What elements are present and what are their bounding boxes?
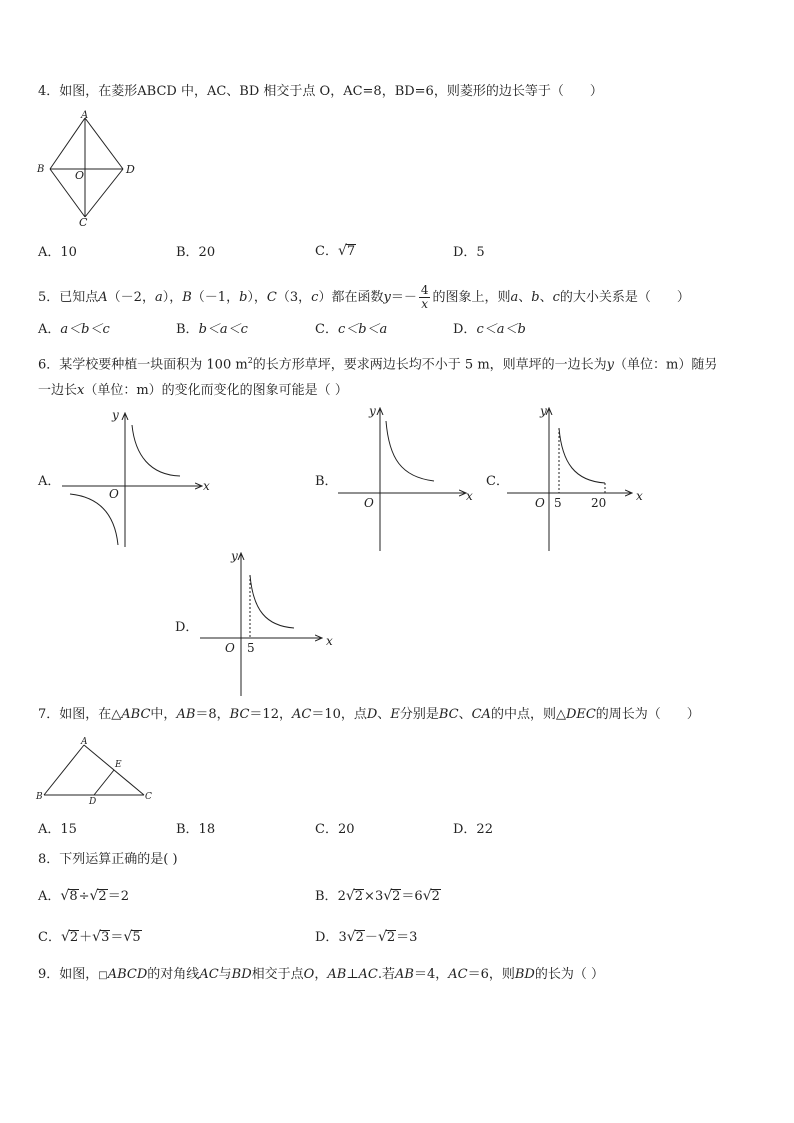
q6-graph-b bbox=[336, 403, 486, 553]
q4-label-c: C bbox=[79, 216, 88, 229]
q8-option-c[interactable]: C．√2＋√3＝√5 bbox=[38, 929, 141, 945]
q6-option-b[interactable]: B． bbox=[315, 474, 338, 489]
q4-option-c-prefix: C． bbox=[315, 244, 338, 259]
svg-text:A: A bbox=[81, 737, 88, 747]
svg-text:O: O bbox=[364, 496, 374, 510]
q7-triangle-figure bbox=[36, 735, 166, 810]
q4-option-d[interactable]: D．5 bbox=[453, 245, 485, 260]
q6-graph-c bbox=[505, 403, 655, 553]
svg-text:E: E bbox=[115, 760, 122, 770]
q5-option-b[interactable]: B．b＜a＜c bbox=[176, 322, 248, 337]
q4-option-c-radicand: 7 bbox=[346, 244, 356, 259]
q4-label-d: D bbox=[126, 163, 135, 176]
q5-stem: 5．已知点A（－2，a），B（－1，b），C（3，c）都在函数y＝－ $\frac{4}{x}$ 的图象上，则a、b、c的大小关系是（ ） bbox=[38, 283, 690, 311]
svg-text:y: y bbox=[112, 408, 119, 422]
q5-fraction: $\frac{4}{x}$ bbox=[420, 283, 429, 311]
q4-option-b[interactable]: B．20 bbox=[176, 245, 216, 260]
q4-label-a: A bbox=[81, 110, 89, 121]
q6-option-c[interactable]: C． bbox=[486, 474, 509, 489]
svg-text:O: O bbox=[535, 496, 545, 510]
q6-stem-line1: 6．某学校要种植一块面积为 100 $m^2$的长方形草坪，要求两边长均不小于 5 m，则草坪的一边长为y（单位：m）随另 bbox=[38, 356, 718, 373]
svg-text:D: D bbox=[89, 797, 97, 807]
q7-stem: 7．如图，在△ABC中，AB＝8，BC＝12，AC＝10，点D、E分别是BC、CA的中点，则△DEC的周长为（ ） bbox=[38, 707, 700, 722]
q8-option-a[interactable]: A．√8÷√2＝2 bbox=[38, 888, 129, 904]
svg-text:B: B bbox=[36, 792, 43, 802]
q9-stem: 9．如图，□ABCD的对角线AC与BD相交于点O，AB⊥AC.若AB＝4，AC＝6，则BD的长为（ ） bbox=[38, 967, 604, 982]
q5-option-c[interactable]: C．c＜b＜a bbox=[315, 322, 388, 337]
q5-option-a[interactable]: A．a＜b＜c bbox=[38, 322, 110, 337]
svg-text:5: 5 bbox=[247, 641, 255, 655]
q8-stem: 8．下列运算正确的是( ) bbox=[38, 852, 178, 867]
svg-text:x: x bbox=[326, 634, 333, 648]
q7-option-b[interactable]: B．18 bbox=[176, 822, 216, 837]
q4-option-a[interactable]: A．10 bbox=[38, 245, 77, 260]
svg-text:O: O bbox=[225, 641, 235, 655]
q7-option-d[interactable]: D．22 bbox=[453, 822, 493, 837]
q5-option-d[interactable]: D．c＜a＜b bbox=[453, 322, 526, 337]
q7-option-a[interactable]: A．15 bbox=[38, 822, 77, 837]
q6-option-a[interactable]: A． bbox=[38, 474, 61, 489]
svg-text:5: 5 bbox=[554, 496, 562, 510]
q4-stem: 4．如图，在菱形ABCD 中，AC、BD 相交于点 O，AC=8，BD=6，则菱形的边长等于（ ） bbox=[38, 84, 603, 99]
svg-text:y: y bbox=[369, 404, 376, 418]
q8-option-d[interactable]: D．3√2－√2＝3 bbox=[315, 929, 418, 945]
q8-option-b[interactable]: B．2√2×3√2＝6√2 bbox=[315, 888, 440, 904]
q4-label-o: O bbox=[75, 169, 85, 182]
q4-option-c[interactable]: C．√7 bbox=[315, 243, 356, 259]
q4-rhombus-figure bbox=[36, 110, 136, 229]
q6-graph-a bbox=[60, 405, 220, 550]
svg-text:x: x bbox=[203, 479, 210, 493]
svg-text:x: x bbox=[636, 489, 643, 503]
svg-text:y: y bbox=[540, 404, 547, 418]
svg-text:O: O bbox=[109, 487, 119, 501]
svg-text:C: C bbox=[145, 792, 152, 802]
svg-text:20: 20 bbox=[591, 496, 607, 510]
q4-label-b: B bbox=[37, 164, 45, 175]
svg-text:x: x bbox=[466, 489, 473, 503]
q6-graph-d bbox=[198, 548, 348, 698]
q6-option-d[interactable]: D． bbox=[175, 620, 199, 635]
q7-option-c[interactable]: C．20 bbox=[315, 822, 355, 837]
q6-stem-line2: 一边长x（单位：m）的变化而变化的图象可能是（ ） bbox=[38, 383, 348, 398]
svg-text:y: y bbox=[231, 549, 238, 563]
